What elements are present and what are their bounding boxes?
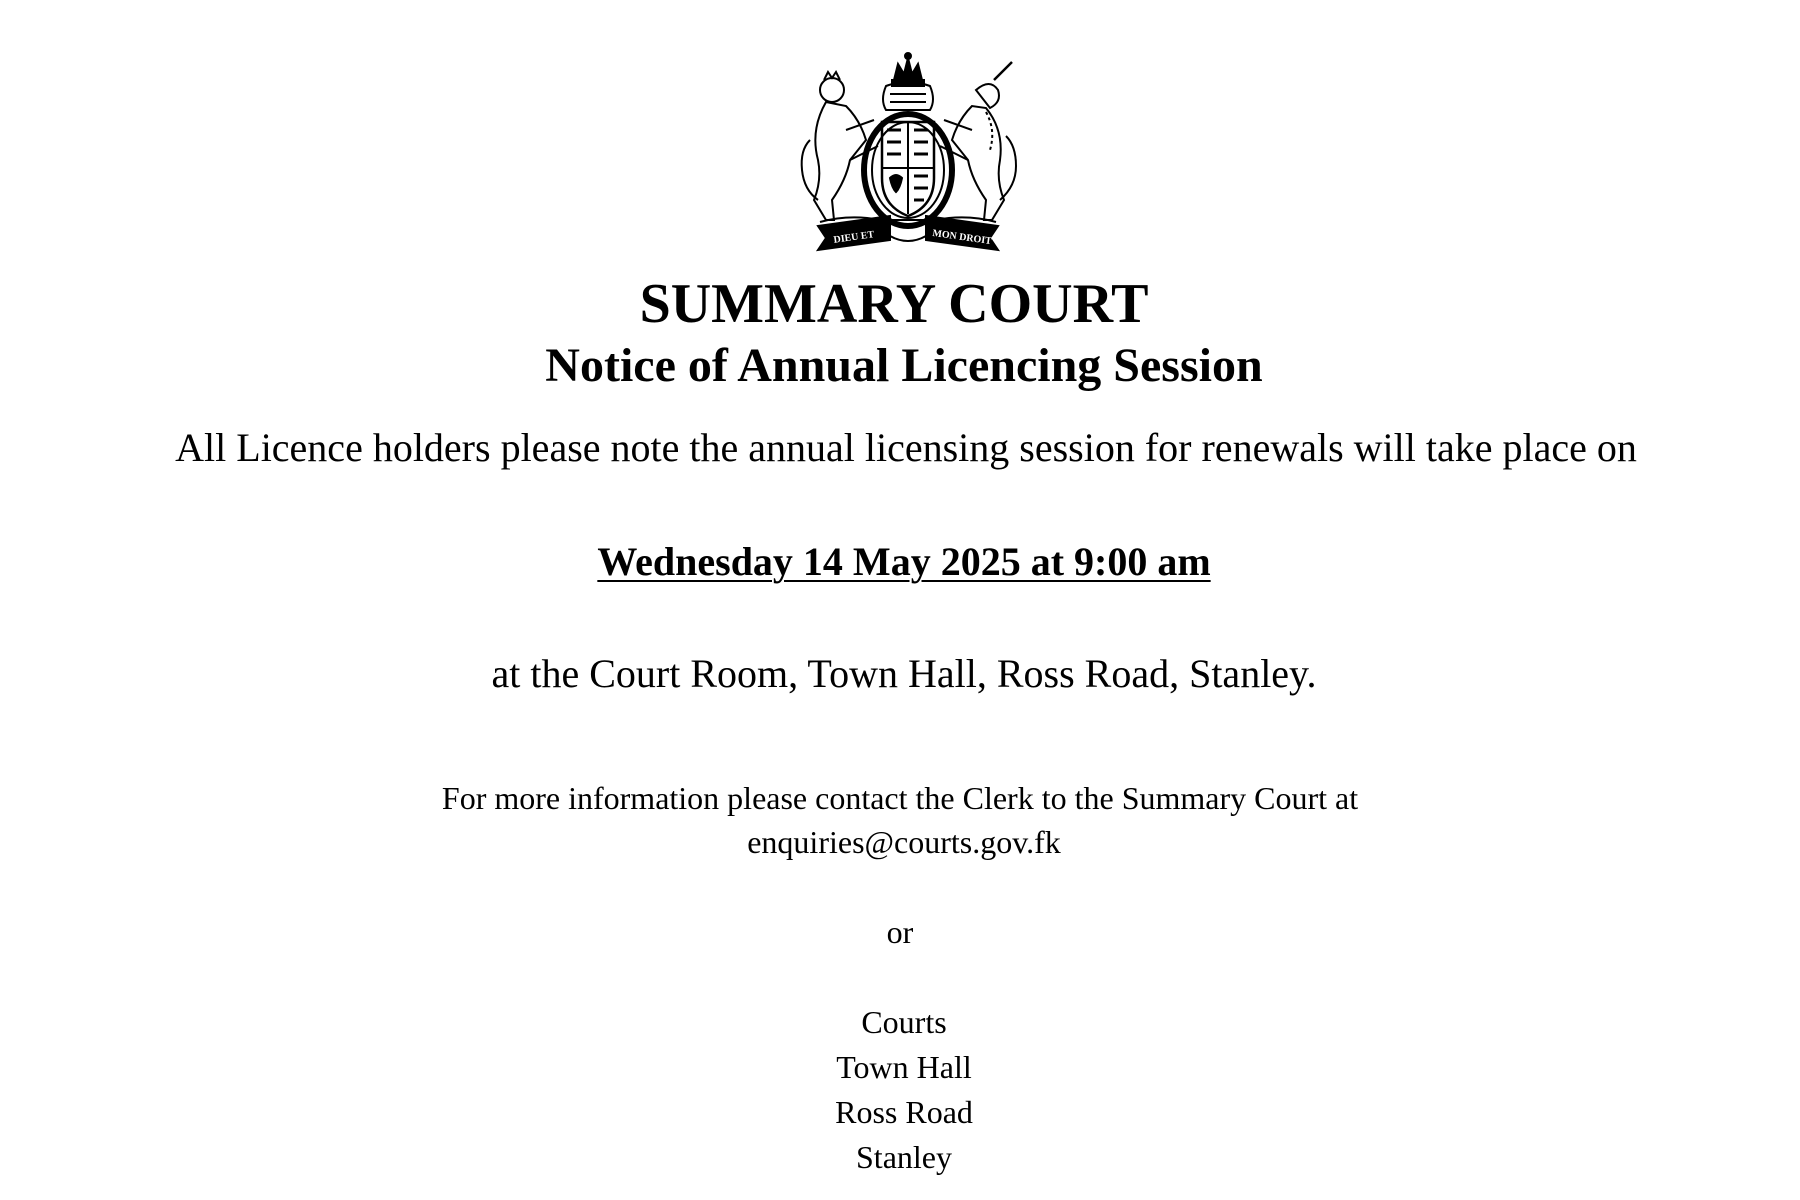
motto-right: MON DROIT [931,227,993,248]
contact-text: For more information please contact the Clerk to the Summary Court at [441,780,1359,816]
contact-email[interactable]: enquiries@courts.gov.fk [747,824,1061,860]
session-venue: at the Court Room, Town Hall, Ross Road, Stanley. [491,651,1317,696]
session-date: Wednesday 14 May 2025 at 9:00 am [597,539,1211,584]
motto-left: DIEU ET [832,229,875,246]
contact-or: or [886,914,914,950]
royal-coat-of-arms-icon [790,50,1026,255]
address-line: Ross Road [835,1094,973,1130]
address-line: Stanley [856,1139,952,1175]
notice-title: SUMMARY COURT [639,273,1149,335]
notice-intro: All Licence holders please note the annual licensing session for renewals will take place on [175,425,1637,470]
notice-subtitle: Notice of Annual Licencing Session [545,339,1263,392]
address-line: Courts [861,1004,947,1040]
address-line: Town Hall [836,1049,972,1085]
